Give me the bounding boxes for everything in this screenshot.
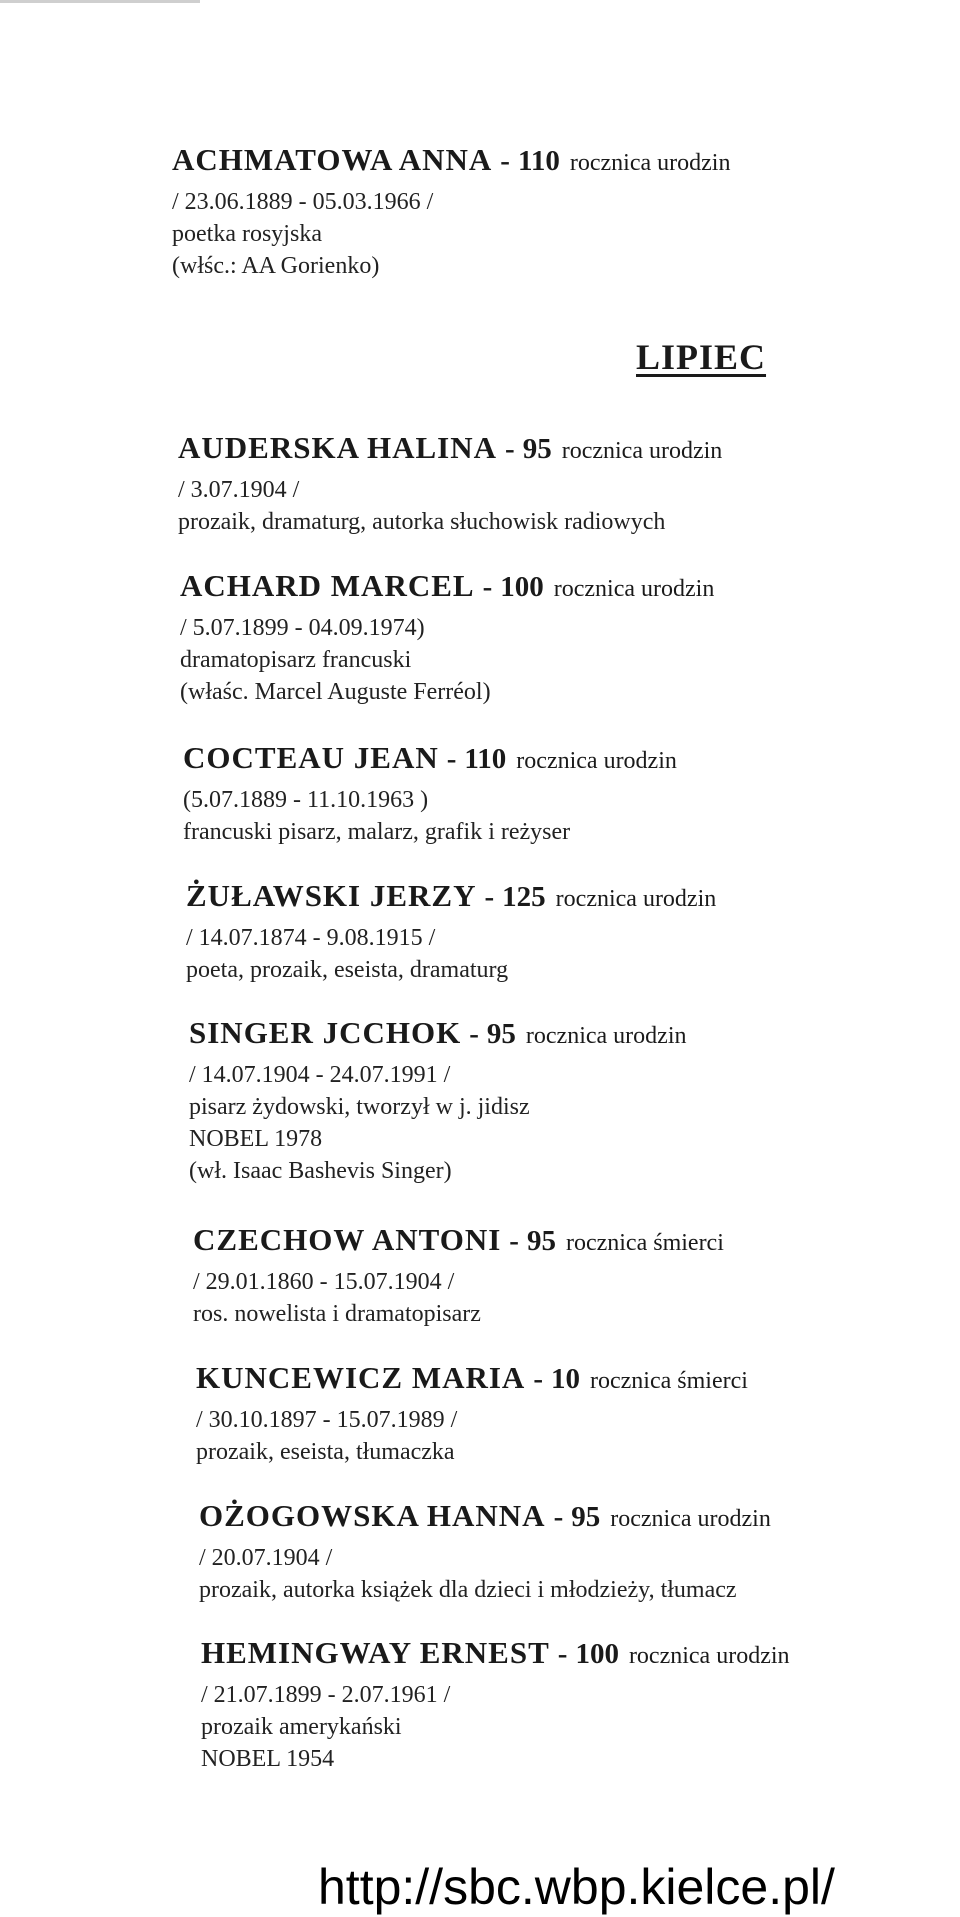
anniversary-entry: [189, 1013, 687, 1187]
entry-heading: [201, 1633, 790, 1679]
author-name: KUNCEWICZ MARIA: [196, 1360, 526, 1395]
dash-separator: -: [446, 743, 457, 775]
dash-separator: -: [484, 881, 495, 913]
entry-detail: (wł. Isaac Bashevis Singer): [189, 1158, 452, 1184]
anniversary-number: 95: [571, 1501, 601, 1533]
anniversary-type: rocznica urodzin: [628, 1643, 790, 1669]
anniversary-number: 110: [464, 743, 507, 775]
anniversary-entry: [180, 566, 714, 708]
entry-detail: francuski pisarz, malarz, grafik i reżyser: [183, 819, 571, 845]
anniversary-number: 95: [486, 1018, 516, 1050]
entry-dates: (5.07.1889 - 11.10.1963 ): [183, 787, 429, 813]
entry-detail: ros. nowelista i dramatopisarz: [193, 1301, 481, 1327]
entry-detail: poetka rosyjska: [172, 221, 322, 247]
entry-detail: prozaik, dramaturg, autorka słuchowisk radiowych: [178, 509, 666, 535]
dash-separator: -: [553, 1501, 564, 1533]
dash-separator: -: [557, 1638, 568, 1670]
author-name: COCTEAU JEAN: [183, 740, 439, 775]
entry-detail: pisarz żydowski, tworzył w j. jidisz: [189, 1094, 530, 1120]
anniversary-entry: [193, 1220, 724, 1330]
entry-heading: [199, 1496, 771, 1542]
anniversary-type: rocznica urodzin: [561, 438, 723, 464]
entry-heading: [186, 876, 716, 922]
anniversary-entry: [178, 428, 722, 538]
entry-dates: / 30.10.1897 - 15.07.1989 /: [196, 1407, 458, 1433]
author-name: ACHARD MARCEL: [180, 568, 475, 603]
dash-separator: -: [469, 1018, 479, 1050]
author-name: AUDERSKA HALINA: [178, 430, 498, 465]
entry-detail: prozaik amerykański: [201, 1714, 402, 1740]
anniversary-type: rocznica urodzin: [516, 748, 677, 774]
entry-dates: / 21.07.1899 - 2.07.1961 /: [201, 1682, 451, 1708]
dash-separator: -: [500, 145, 510, 177]
dash-separator: -: [509, 1225, 519, 1257]
dash-separator: -: [482, 571, 493, 603]
entry-heading: [183, 738, 677, 784]
anniversary-type: rocznica urodzin: [553, 576, 715, 602]
entry-heading: [178, 428, 722, 474]
footer-url: http://sbc.wbp.kielce.pl/: [318, 1859, 835, 1915]
entry-dates: / 23.06.1889 - 05.03.1966 /: [172, 189, 434, 215]
anniversary-entry: [172, 140, 730, 282]
author-name: SINGER JCCHOK: [189, 1015, 462, 1050]
entry-dates: / 3.07.1904 /: [178, 477, 300, 503]
entry-detail: dramatopisarz francuski: [180, 647, 412, 673]
entry-detail: (właśc. Marcel Auguste Ferréol): [180, 679, 491, 705]
anniversary-entry: [183, 738, 677, 848]
author-name: HEMINGWAY ERNEST: [201, 1635, 550, 1670]
anniversary-entry: [186, 876, 716, 986]
entry-heading: [180, 566, 714, 612]
anniversary-number: 95: [522, 433, 552, 465]
anniversary-type: rocznica śmierci: [590, 1368, 748, 1394]
anniversary-type: rocznica urodzin: [525, 1023, 687, 1049]
entry-heading: [189, 1013, 687, 1059]
anniversary-type: rocznica śmierci: [565, 1230, 724, 1256]
entry-detail: poeta, prozaik, eseista, dramaturg: [186, 957, 509, 983]
author-name: CZECHOW ANTONI: [193, 1222, 502, 1257]
entry-heading: [172, 140, 730, 186]
section-title: LIPIEC: [636, 337, 767, 377]
entry-dates: / 29.01.1860 - 15.07.1904 /: [193, 1269, 455, 1295]
entry-dates: / 5.07.1899 - 04.09.1974): [180, 615, 425, 641]
entry-detail: NOBEL 1978: [189, 1126, 323, 1152]
entry-detail: prozaik, eseista, tłumaczka: [196, 1439, 455, 1465]
entry-dates: / 14.07.1874 - 9.08.1915 /: [186, 925, 436, 951]
entry-heading: [196, 1358, 748, 1404]
author-name: OŻOGOWSKA HANNA: [199, 1498, 546, 1533]
entry-dates: / 14.07.1904 - 24.07.1991 /: [189, 1062, 451, 1088]
anniversary-number: 100: [500, 571, 544, 603]
entry-dates: / 20.07.1904 /: [199, 1545, 333, 1571]
entry-detail: NOBEL 1954: [201, 1746, 335, 1772]
anniversary-entry: [196, 1358, 748, 1468]
anniversary-type: rocznica urodzin: [610, 1506, 771, 1532]
scan-edge-mark: [0, 0, 200, 3]
anniversary-number: 95: [526, 1225, 556, 1257]
anniversary-number: 10: [551, 1363, 580, 1395]
anniversary-type: rocznica urodzin: [555, 886, 717, 912]
anniversary-entry: [201, 1633, 790, 1775]
anniversary-number: 110: [517, 145, 560, 177]
dash-separator: -: [533, 1363, 543, 1395]
entry-heading: [193, 1220, 724, 1266]
anniversary-number: 100: [575, 1638, 619, 1670]
anniversary-type: rocznica urodzin: [569, 150, 731, 176]
entry-detail: prozaik, autorka książek dla dzieci i młodzieży, tłumacz: [199, 1577, 737, 1603]
author-name: ŻUŁAWSKI JERZY: [186, 878, 477, 913]
dash-separator: -: [505, 433, 515, 465]
anniversary-entry: [199, 1496, 771, 1606]
anniversary-number: 125: [502, 881, 546, 913]
entry-detail: (włśc.: AA Gorienko): [172, 253, 380, 279]
author-name: ACHMATOWA ANNA: [172, 142, 493, 177]
